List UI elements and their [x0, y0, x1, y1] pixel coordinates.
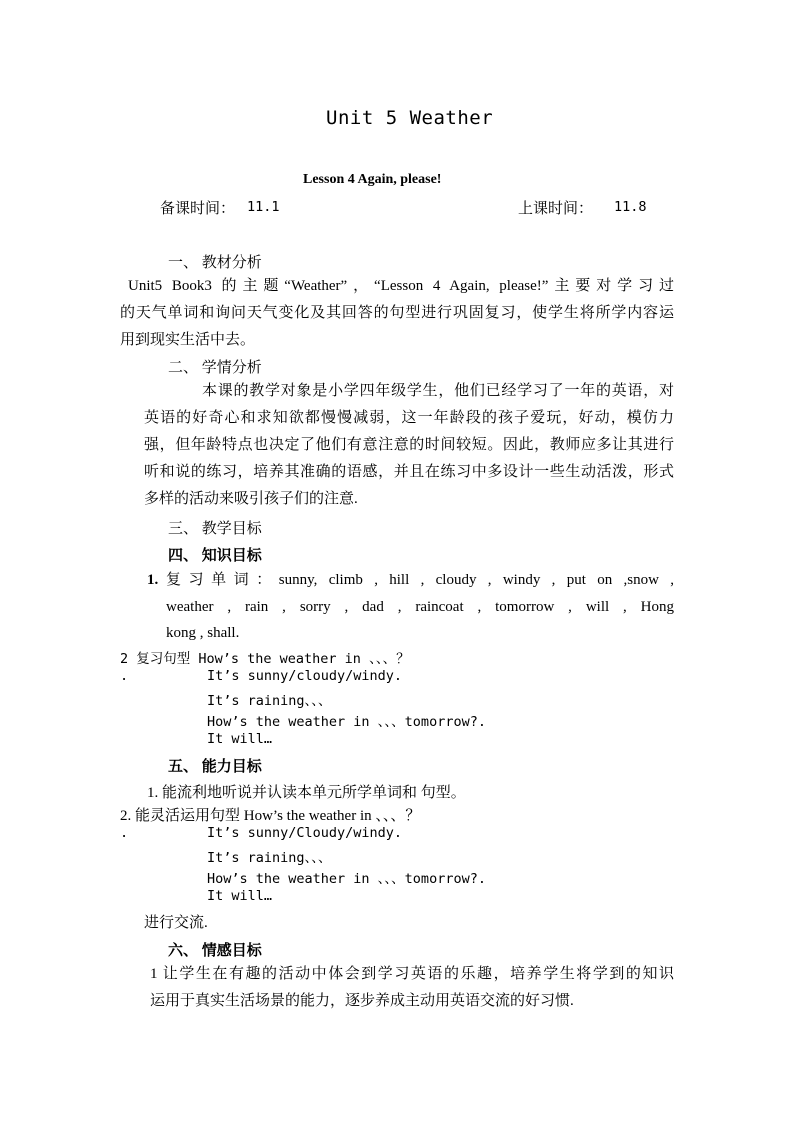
paragraph-line: 英语的好奇心和求知欲都慢慢减弱，这一年龄段的孩子爱玩，好动，模仿力: [144, 410, 674, 426]
page-title: Unit 5 Weather: [326, 107, 494, 129]
ability-closing: 进行交流.: [144, 915, 208, 931]
sentence-pattern: It’s raining、、、: [207, 693, 332, 709]
paragraph-line: weather , rain , sorry , dad , raincoat , tomorrow , will , Hong: [166, 598, 674, 615]
sentence-pattern: It will…: [207, 888, 273, 904]
prep-time-value: 11.1: [247, 199, 280, 215]
student-analysis-paragraph: [144, 378, 674, 513]
paragraph-line: 1 让学生在有趣的活动中体会到学习英语的乐趣，培养学生将学到的知识: [150, 966, 674, 982]
section-heading-teaching-goals: 三、 教学目标: [168, 521, 262, 537]
paragraph-line: 听和说的练习，培养其准确的语感，并且在练习中多设计一些生动活泼，形式: [144, 464, 674, 480]
paragraph-line: 的天气单词和询问天气变化及其回答的句型进行巩固复习，使学生将所学内容运: [120, 305, 674, 321]
emotional-goals-paragraph: [150, 961, 674, 1015]
sentence-pattern: It will…: [207, 731, 273, 747]
paragraph-line: 复习单词：sunny, climb , hill , cloudy , windy , put on ,snow ,: [166, 572, 674, 588]
section-heading-textbook-analysis: 一、 教材分析: [168, 255, 262, 271]
sentence-pattern: How’s the weather in 、、、tomorrow?.: [207, 714, 486, 730]
list-dot: .: [120, 825, 129, 841]
ability-item-2: 2. 能灵活运用句型 How’s the weather in 、、、？: [120, 808, 421, 824]
vocabulary-review-paragraph: [166, 567, 674, 647]
textbook-analysis-paragraph: [120, 273, 674, 354]
paragraph-line: 用到现实生活中去。: [120, 332, 256, 348]
sentence-pattern: How’s the weather in 、、、tomorrow?.: [207, 871, 486, 887]
paragraph-line: 本课的教学对象是小学四年级学生，他们已经学习了一年的英语，对: [202, 383, 674, 399]
list-dot: .: [120, 668, 129, 684]
class-time-value: 11.8: [614, 199, 647, 215]
ability-item-1: 1. 能流利地听说并认读本单元所学单词和 句型。: [147, 785, 466, 801]
paragraph-line: Unit5 Book3 的主题“Weather”，“Lesson 4 Again, please!”主要对学习过: [128, 278, 674, 294]
sentence-pattern: It’s sunny/Cloudy/windy.: [207, 825, 403, 841]
prep-time-label: 备课时间：: [160, 201, 236, 217]
section-heading-emotional-goals: 六、 情感目标: [168, 943, 262, 959]
sentence-pattern: It’s raining、、、: [207, 850, 332, 866]
section-heading-ability-goals: 五、 能力目标: [168, 759, 262, 775]
paragraph-line: 强，但年龄特点也决定了他们有意注意的时间较短。因此，教师应多让其进行: [144, 437, 674, 453]
sentence-pattern: It’s sunny/cloudy/windy.: [207, 668, 403, 684]
knowledge-item-number: 1.: [147, 572, 159, 588]
class-time-label: 上课时间：: [518, 201, 594, 217]
section-heading-knowledge-goals: 四、 知识目标: [168, 548, 262, 564]
lesson-title: Lesson 4 Again, please!: [303, 172, 442, 187]
paragraph-line: 多样的活动来吸引孩子们的注意.: [144, 491, 358, 507]
paragraph-line: kong , shall.: [166, 625, 240, 641]
section-heading-student-analysis: 二、 学情分析: [168, 360, 262, 376]
paragraph-line: 运用于真实生活场景的能力，逐步养成主动用英语交流的好习惯.: [150, 993, 574, 1009]
sentence-review-line: 2 复习句型 How’s the weather in 、、、？: [120, 651, 410, 667]
